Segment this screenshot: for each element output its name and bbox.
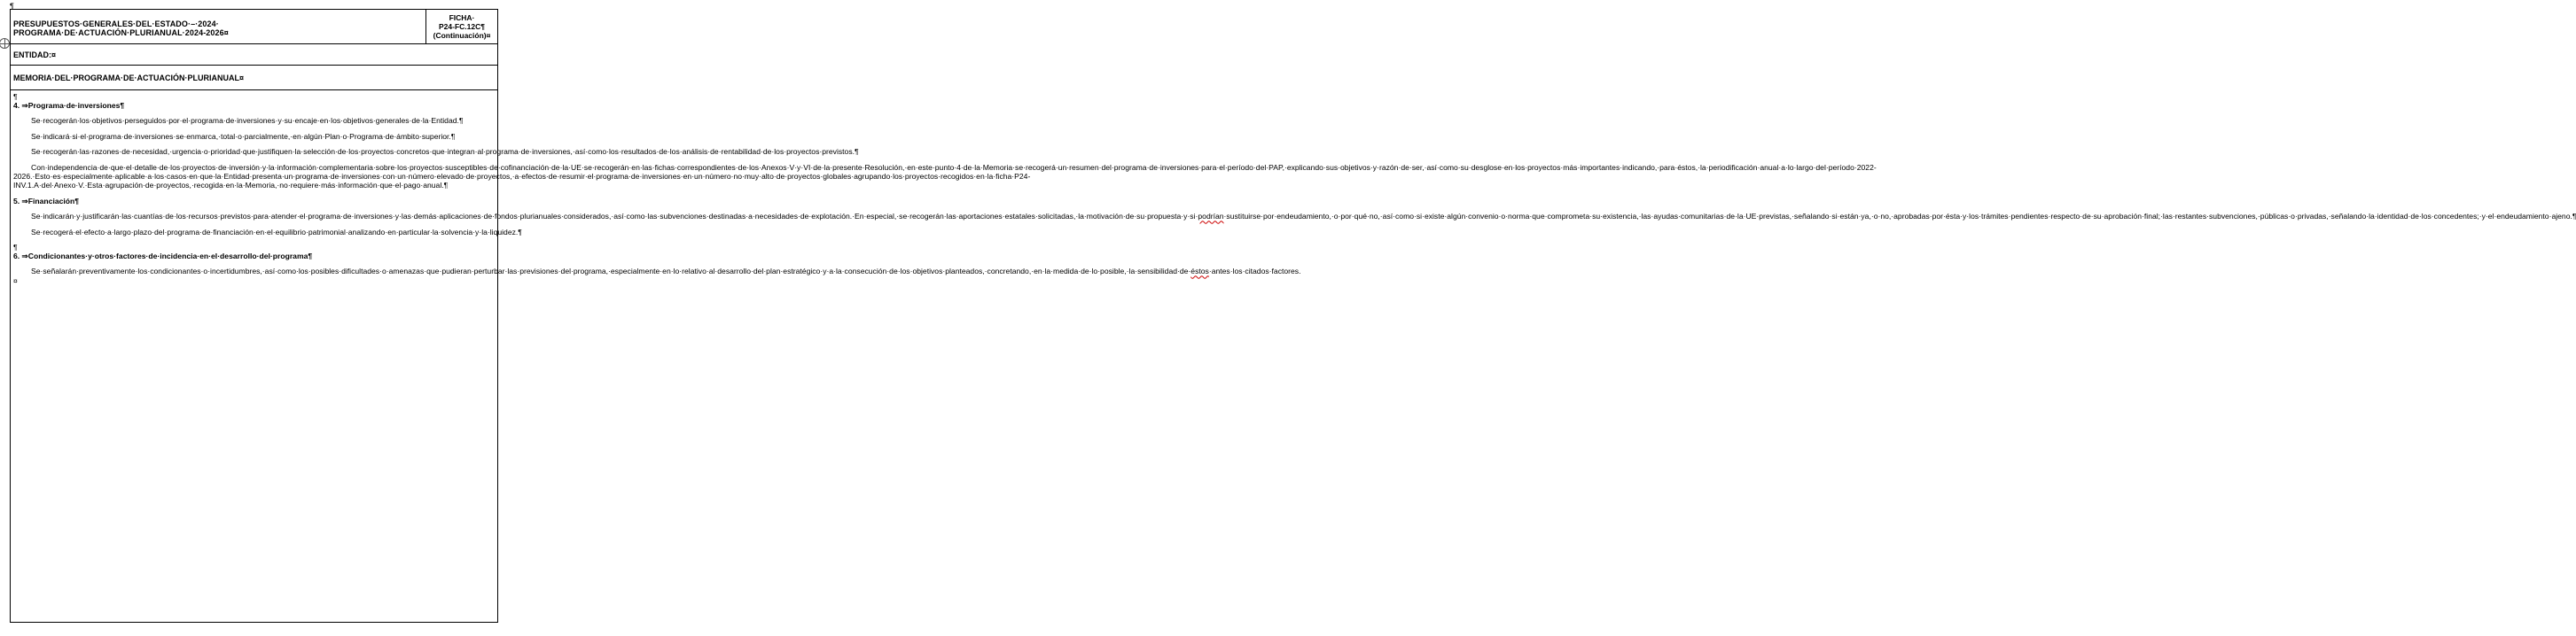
- paragraph: [13, 212, 2576, 221]
- memoria-row: [11, 66, 497, 90]
- paragraph: [13, 267, 1301, 285]
- table-move-handle-icon[interactable]: [0, 38, 10, 49]
- entidad-row: [11, 44, 497, 66]
- section-heading-inversiones: 4. ⇒Programa·de·inversiones¶: [13, 101, 125, 110]
- paragraph: Se·recogerán·los·objetivos·perseguidos·por·el·programa·de·inversiones·y·su·encaje·en·los·objetivos·generales·de·la·Entidad.¶: [31, 116, 464, 126]
- section-heading-condicionantes: 6. ⇒Condicionantes·y·otros·factores·de·incidencia·en·el·desarrollo·del·programa¶: [13, 252, 313, 261]
- paragraph-text: Se·indicarán·y·justificarán·las·cuantías·de·los·recursos·previstos·para·atender·el·programa·de·inversiones·y·las·demás·aplicaciones·de·fondos·plurianuales·considerados,·así·como·las·subvenciones·destinadas·a·necesidades·de·explotación.·En·especial,·se·recogerán·las·aportaciones·estatales·solicitadas,·la·motivación·de·su·propuesta·y·si·: [31, 212, 1198, 221]
- document-body[interactable]: [13, 92, 2576, 291]
- header-title-line1: PRESUPUESTOS·GENERALES·DEL·ESTADO·–·2024·: [13, 19, 219, 28]
- document-page: [10, 9, 2576, 623]
- header-title-line2: PROGRAMA·DE·ACTUACIÓN·PLURIANUAL·2024-2026¤: [13, 28, 229, 37]
- paragraph: Se·recogerán·las·razones·de·necesidad,·urgencia·o·prioridad·que·justifiquen·la·selección·de·los·proyectos·concretos·que·integran·al·programa·de·inversiones,·así·como·los·resultados·de·los·análisis·de·rentabilidad·de·los·proyectos·previstos.¶: [31, 147, 859, 157]
- paragraph-mark: ¶: [10, 2, 14, 11]
- ficha-label: FICHA·: [449, 13, 475, 22]
- paragraph: Se·recogerá·el·efecto·a·largo·plazo·del·programa·de·financiación·en·el·equilibrio·patrimonial·analizando·en·particular·la·solvencia·y·la·liquidez.¶: [31, 227, 522, 237]
- paragraph-mark: ¶: [13, 243, 18, 252]
- memoria-title: MEMORIA·DEL·PROGRAMA·DE·ACTUACIÓN·PLURIANUAL¤: [13, 74, 244, 82]
- paragraph: Con·independencia·de·que·el·detalle·de·los·proyectos·de·inversión·y·la·información·complementaria·sobre·los·proyectos·susceptibles·de·cofinanciación·de·la·UE·se·recogerán·en·las·fichas·correspondientes·de·los·Anexos·V·y·VI·de·la·presente·Resolución,·en·este·punto·4·de·la·Memoria·se·recogerá·un·resumen·del·programa·de·inversiones·para·el·período·del·PAP,·explicando·sus·objetivos·y·razón·de·ser,·así·como·su·desglose·en·los·proyectos·más·importantes·indicando,·para·éstos,·la·periodificación·anual·a·lo·largo·del·período·2022-2026.·Esto·es·especialmente·aplicable·a·los·casos·en·que·la·Entidad·presenta·un·programa·de·inversiones·con·un·número·elevado·de·proyectos,·a·efectos·de·resumir·el·programa·de·inversiones·en·un·número·no·muy·alto·de·proyectos·globales·agrupando·los·proyectos·recogidos·en·la·ficha·P24-INV.1.A·del·Anexo·V.·Esta·agrupación·de·proyectos,·recogida·en·la·Memoria,·no·requiere·más·información·que·el·pago·anual.¶: [13, 162, 1877, 190]
- paragraph-text: ·antes·los·citados·factores.¤: [13, 267, 1301, 285]
- ficha-continuation: (Continuación)¤: [433, 31, 491, 40]
- paragraph-text: ·sustituirse·por·endeudamiento,·o·por·qué·no,·así·como·si·existe·algún·convenio·o·norma·que·comprometa·su·existencia,·las·ayudas·comunitarias·de·la·UE·previstas,·señalando·si·están·ya,·o·no,·aprobadas·por·ésta·y·los·trámites·pendientes·respecto·de·su·aprobación·final;·las·restantes·subvenciones,·públicas·o·privadas,·señalando·la·identidad·de·los·concedentes;·y·el·endeudamiento·ajeno.¶: [1223, 212, 2576, 221]
- paragraph-text: Se·señalarán·preventivamente·los·condicionantes·o·incertidumbres,·así·como·los·posibles·dificultades·o·amenazas·que·pudieran·perturbar·las·previsiones·del·programa,·especialmente·en·lo·relativo·al·desarrollo·del·plan·estratégico·y·a·la·consecución·de·los·objetivos·planteados,·concretando,·en·la·medida·de·lo·posible,·la·sensibilidad·de·: [31, 267, 1191, 276]
- section-heading-financiacion: 5. ⇒Financiación¶: [13, 196, 80, 206]
- header-title: [13, 19, 229, 37]
- spellcheck-flagged-word[interactable]: podrían: [1198, 212, 1224, 221]
- ficha-box: [425, 10, 497, 43]
- document-header: [11, 10, 497, 44]
- paragraph-mark: ¶: [13, 92, 18, 101]
- paragraph: Se·indicará·si·el·programa·de·inversiones·se·enmarca,·total·o·parcialmente,·en·algún·Plan·o·Programa·de·ámbito·superior.¶: [31, 131, 456, 141]
- entidad-label: ENTIDAD:¤: [13, 50, 57, 59]
- ficha-code: P24-FC.12C¶: [439, 22, 485, 31]
- spellcheck-flagged-word[interactable]: éstos: [1190, 267, 1209, 276]
